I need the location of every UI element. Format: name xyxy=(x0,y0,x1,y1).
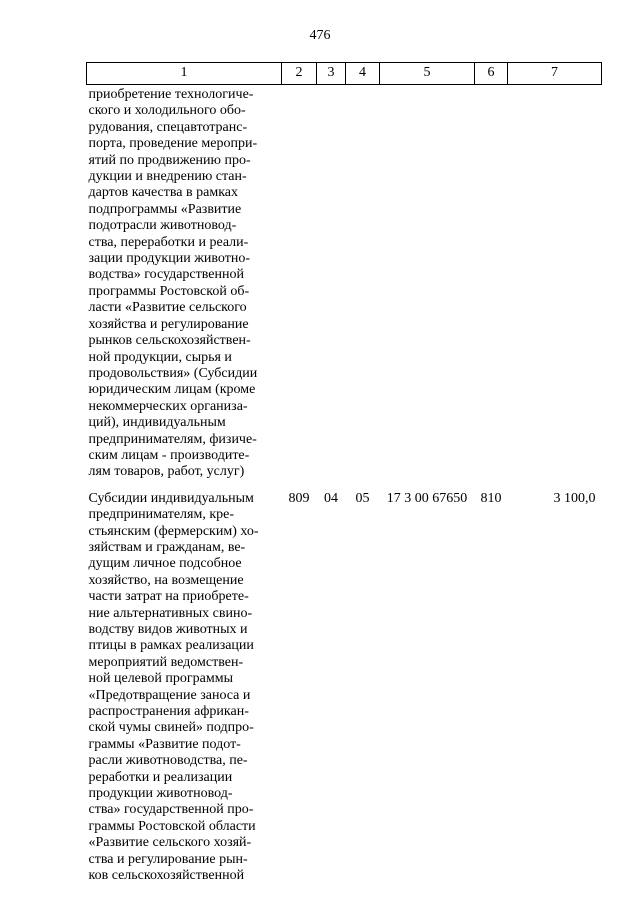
description-line: зяйствам и гражданам, ве- xyxy=(88,539,246,555)
col-header-3: 3 xyxy=(317,63,346,85)
cell-ministry-code: 809 xyxy=(288,490,310,506)
description-line: некоммерческих организа- xyxy=(88,398,248,414)
table-row xyxy=(87,85,602,481)
cell-amount: 3 100,0 xyxy=(553,490,596,506)
description-line: приобретение технологиче- xyxy=(88,87,254,102)
page-number: 476 xyxy=(309,28,331,43)
description-line: распространения африкан- xyxy=(88,704,249,720)
description-line: стьянским (фермерским) хо- xyxy=(88,523,259,539)
description-line: хозяйство, на возмещение xyxy=(88,572,244,588)
description-line: ства, переработки и реали- xyxy=(88,234,249,250)
budget-table xyxy=(86,62,602,885)
cell-amount xyxy=(508,85,602,481)
cell-target-article: 17 3 00 67650 xyxy=(386,490,468,506)
description-line: зации продукции животно- xyxy=(88,251,250,267)
row-description xyxy=(87,487,282,885)
description-line: птицы в рамках реализации xyxy=(88,638,254,654)
description-line: дущим личное подсобное xyxy=(88,556,242,572)
cell-ministry-code xyxy=(282,85,317,481)
description-line: ной целевой программы xyxy=(88,671,233,687)
description-line: подпрограммы «Развитие xyxy=(88,201,242,217)
description-line: части затрат на приобрете- xyxy=(88,589,249,605)
description-line: порта, проведение меропри- xyxy=(88,136,258,152)
description-line: расли животноводства, пе- xyxy=(88,753,248,769)
description-line: водства» государственной xyxy=(88,267,244,283)
col-header-7: 7 xyxy=(508,63,602,85)
cell-section: 04 xyxy=(324,490,338,506)
col-header-2: 2 xyxy=(282,63,317,85)
description-line: ние альтернативных свино- xyxy=(88,605,253,621)
col-header-5: 5 xyxy=(380,63,475,85)
description-line: мероприятий ведомствен- xyxy=(88,654,244,670)
cell-section xyxy=(317,85,346,481)
description-line: «Развитие сельского хозяй- xyxy=(88,835,252,851)
description-line: ятий по продвижению про- xyxy=(88,152,251,168)
col-header-1: 1 xyxy=(87,63,282,85)
description-line: предпринимателям, физиче- xyxy=(88,431,257,447)
description-line: ства» государственной про- xyxy=(88,802,254,818)
description-line: водству видов животных и xyxy=(88,622,248,637)
description-line: продовольствия» (Субсидии xyxy=(88,365,258,381)
description-line: программы Ростовской об- xyxy=(88,283,250,299)
description-line: реработки и реализации xyxy=(88,769,233,785)
cell-subsection xyxy=(346,85,380,481)
cell-expense-type xyxy=(475,85,508,481)
row-description xyxy=(87,85,282,481)
description-line: ласти «Развитие сельского xyxy=(88,300,247,316)
description-line: «Предотвращение заноса и xyxy=(88,687,251,703)
description-line: юридическим лицам (кроме xyxy=(88,382,256,398)
table-header-row xyxy=(87,63,602,85)
description-line: ским лицам - производите- xyxy=(88,447,250,463)
description-line: ций), индивидуальным xyxy=(88,415,226,431)
description-line: ского и холодильного обо- xyxy=(88,103,246,119)
description-line: ства и регулирование рын- xyxy=(88,851,248,867)
cell-target-article xyxy=(380,85,475,481)
description-line: дартов качества в рамках xyxy=(88,185,239,201)
col-header-4: 4 xyxy=(346,63,380,85)
description-line: ков сельскохозяйственной xyxy=(88,868,245,884)
description-line: лям товаров, работ, услуг) xyxy=(88,464,245,480)
col-header-6: 6 xyxy=(475,63,508,85)
cell-subsection: 05 xyxy=(355,490,370,506)
description-line: ской чумы свиней» подпро- xyxy=(88,720,254,736)
description-line: продукции животновод- xyxy=(88,786,233,802)
description-line: ной продукции, сырья и xyxy=(88,349,232,365)
table-row xyxy=(87,487,602,885)
description-line: подотрасли животновод- xyxy=(88,218,237,234)
description-line: рынков сельскохозяйствен- xyxy=(88,333,251,349)
description-line: рудования, спецавтотранс- xyxy=(88,119,248,135)
description-line: граммы «Развитие подот- xyxy=(88,736,241,752)
description-line: предпринимателям, кре- xyxy=(88,507,235,523)
description-line: Субсидии индивидуальным xyxy=(88,490,254,506)
description-line: дукции и внедрению стан- xyxy=(88,169,247,185)
description-line: граммы Ростовской области xyxy=(88,818,256,834)
cell-expense-type: 810 xyxy=(480,490,502,506)
description-line: хозяйства и регулирование xyxy=(88,316,249,332)
